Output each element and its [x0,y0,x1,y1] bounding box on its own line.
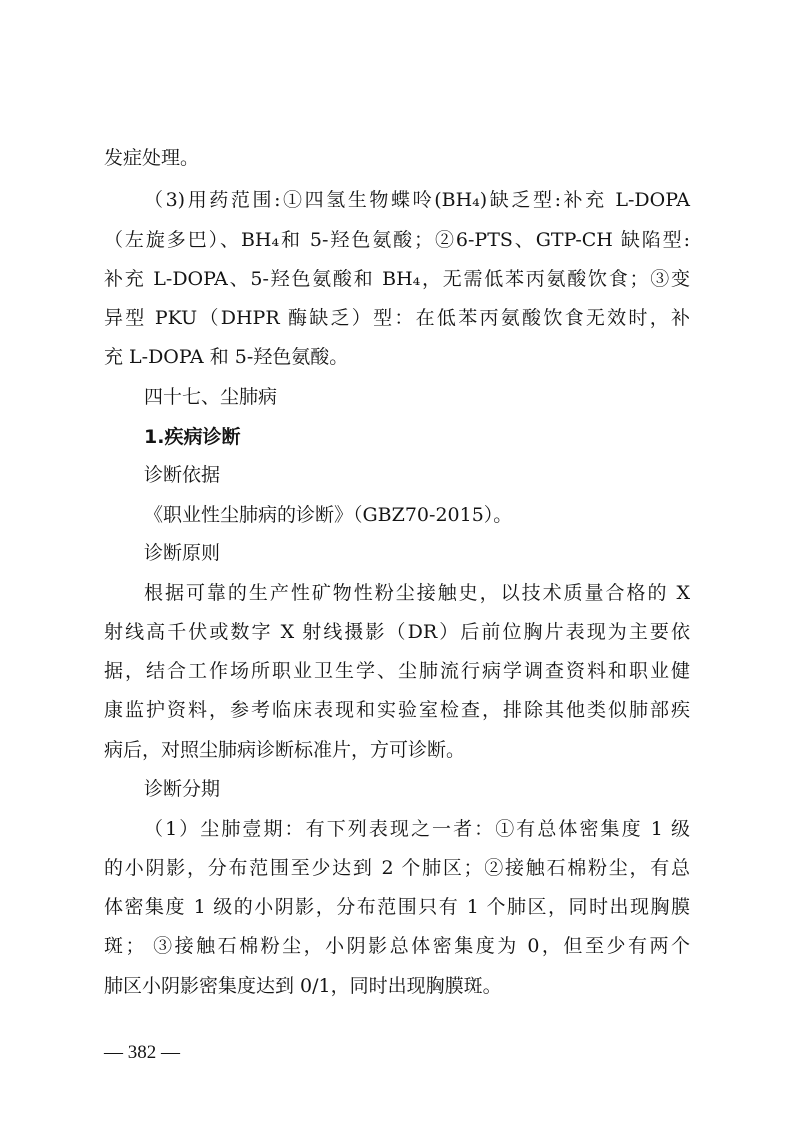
text-line: 充 L-DOPA 和 5-羟色氨酸。 [104,346,349,368]
paragraph-label: 诊断依据 [144,464,221,486]
text-line: （左旋多巴）、BH₄和 5-羟色氨酸；②6-PTS、GTP-CH 缺陷型: [104,229,690,251]
text-line: （1）尘肺壹期：有下列表现之一者：①有总体密集度 1 级 [144,818,690,840]
paragraph-label: 诊断分期 [144,778,221,800]
text-line: 射线高千伏或数字 X 射线摄影（DR）后前位胸片表现为主要依 [104,621,690,643]
text-line: 据，结合工作场所职业卫生学、尘肺流行病学调查资料和职业健 [104,660,690,682]
text-line: 康监护资料，参考临床表现和实验室检查，排除其他类似肺部疾 [104,699,690,721]
paragraph-label: 诊断原则 [144,542,221,564]
text-line: 病后，对照尘肺病诊断标准片，方可诊断。 [104,739,466,761]
section-heading: 四十七、尘肺病 [144,386,278,408]
text-line: 肺区小阴影密集度达到 0/1，同时出现胸膜斑。 [104,975,502,997]
text-line: 的小阴影，分布范围至少达到 2 个肺区；②接触石棉粉尘，有总 [104,857,690,879]
text-line: （3)用药范围:①四氢生物蝶呤(BH₄)缺乏型:补充 L-DOPA [144,189,690,211]
text-line: 发症处理。 [104,147,200,169]
page-number: — 382 — [104,1042,180,1063]
subsection-heading: 1.疾病诊断 [144,426,241,448]
text-line: 斑； ③接触石棉粉尘，小阴影总体密集度为 0，但至少有两个 [104,935,690,957]
text-line: 体密集度 1 级的小阴影，分布范围只有 1 个肺区，同时出现胸膜 [104,896,690,918]
text-line: 异型 PKU（DHPR 酶缺乏）型：在低苯丙氨酸饮食无效时，补 [104,307,690,329]
text-line: 根据可靠的生产性矿物性粉尘接触史，以技术质量合格的 X [144,582,690,604]
text-line: 补充 L-DOPA、5-羟色氨酸和 BH₄，无需低苯丙氨酸饮食；③变 [104,268,690,290]
text-line: 《职业性尘肺病的诊断》（GBZ70-2015）。 [144,504,513,526]
